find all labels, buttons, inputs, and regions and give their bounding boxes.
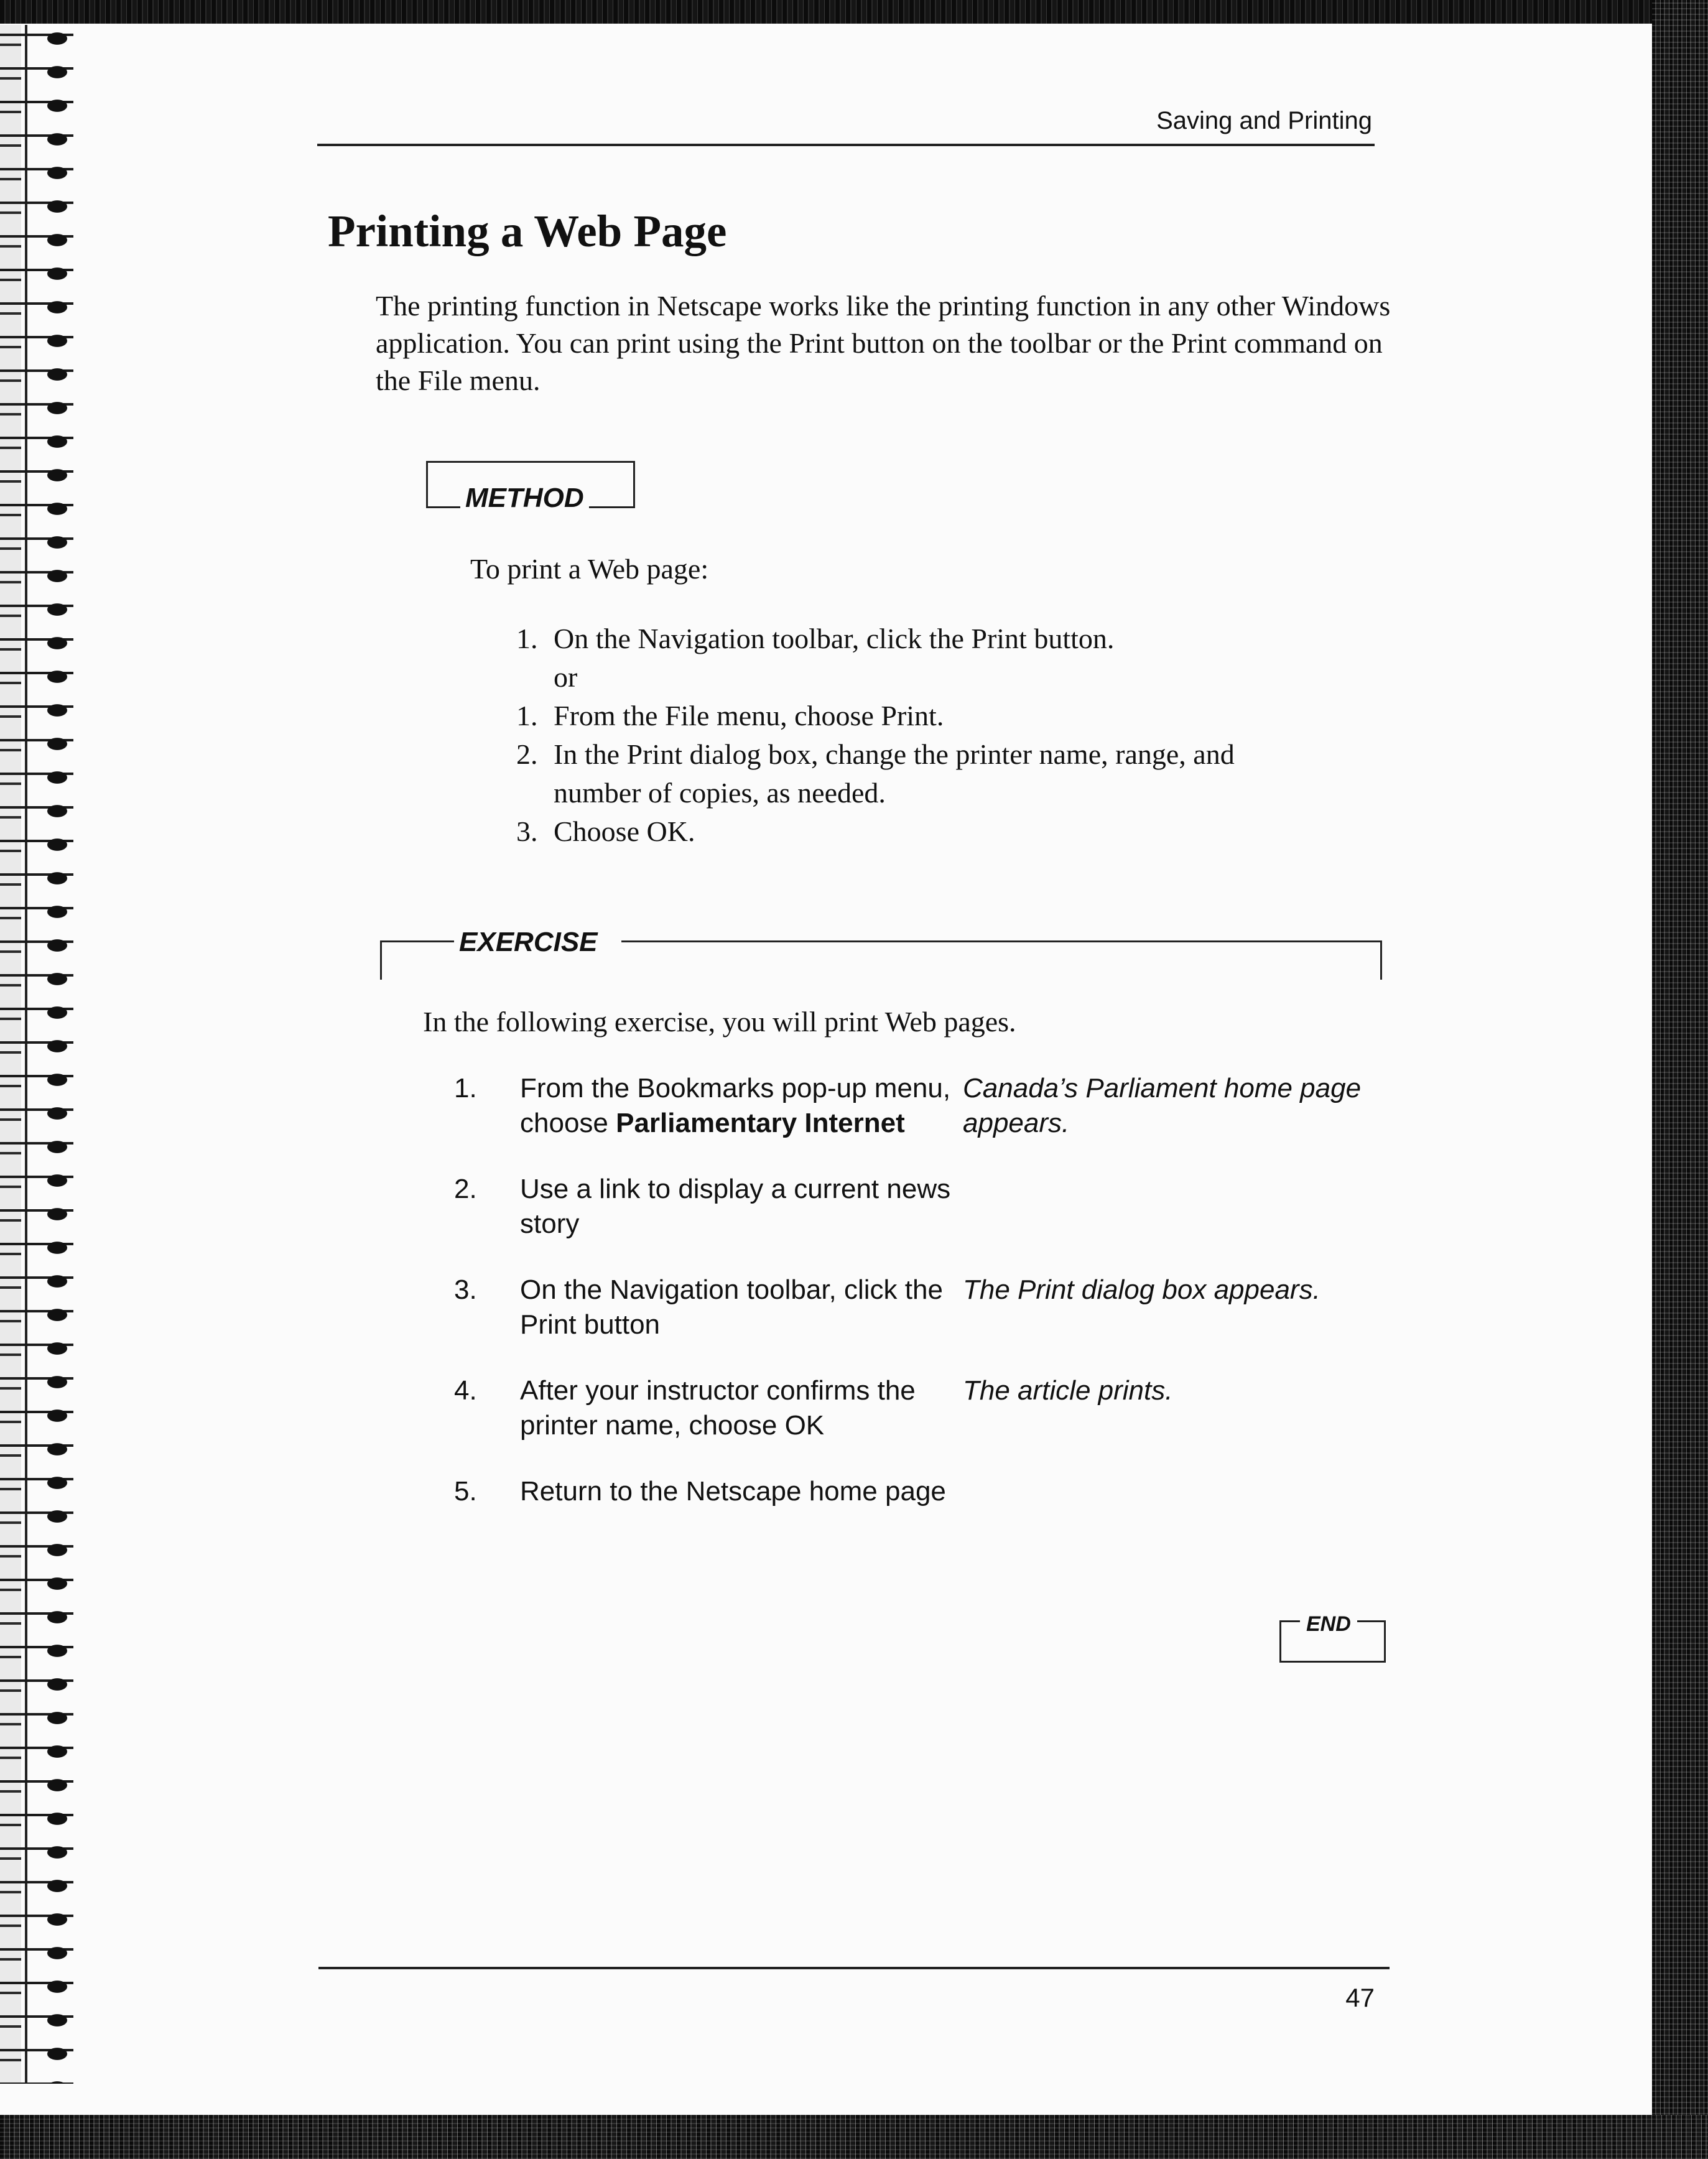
method-lead: To print a Web page:: [470, 553, 709, 585]
method-step: [516, 697, 1325, 735]
step-result: [963, 1172, 1362, 1242]
method-steps: [516, 620, 1325, 851]
exercise-lead: In the following exercise, you will print Web pages.: [423, 1006, 1016, 1038]
step-action-text: On the Navigation toolbar, click the Print button: [520, 1275, 943, 1340]
step-number: 1.: [454, 1073, 477, 1103]
footer-rule: [318, 1967, 1390, 1969]
step-number: 2.: [454, 1174, 477, 1204]
step-number: 1.: [516, 700, 538, 731]
header-rule: [317, 144, 1375, 146]
method-step: [516, 735, 1325, 812]
method-or: or: [554, 661, 578, 693]
intro-paragraph: The printing function in Netscape works like the printing function in any other Windows application. You can print using the Print button on the toolbar or the Print command on the File menu.: [376, 290, 1391, 396]
exercise-step: [454, 1373, 1362, 1443]
page-number: 47: [1345, 1983, 1375, 2012]
exercise-label: EXERCISE: [454, 927, 621, 958]
step-number: 3.: [516, 815, 538, 847]
spiral-binding: [0, 25, 73, 2084]
step-action: [520, 1172, 963, 1242]
step-number: 4.: [454, 1375, 477, 1406]
page-title: Printing a Web Page: [328, 206, 727, 256]
scan-border-bottom: [0, 2115, 1708, 2159]
step-result: The article prints.: [963, 1375, 1173, 1406]
step-number: 2.: [516, 738, 538, 770]
step-result: The Print dialog box appears.: [963, 1275, 1320, 1305]
running-head: Saving and Printing: [1156, 107, 1372, 134]
end-label: END: [1300, 1612, 1357, 1637]
step-text: Choose OK.: [554, 815, 695, 847]
step-action-text: From the Bookmarks pop-up menu, choose: [520, 1073, 951, 1138]
step-text: In the Print dialog box, change the printer name, range, and number of copies, as needed.: [554, 738, 1235, 809]
step-number: 1.: [516, 623, 538, 654]
scan-border-right: [1652, 0, 1708, 2159]
step-text: From the File menu, choose Print.: [554, 700, 944, 731]
step-action: [520, 1071, 963, 1141]
exercise-steps: [454, 1071, 1362, 1540]
step-number: 3.: [454, 1275, 477, 1305]
method-step: [516, 620, 1325, 658]
step-number: 5.: [454, 1476, 477, 1507]
exercise-step: [454, 1172, 1362, 1242]
exercise-step: [454, 1273, 1362, 1342]
scan-border-top: [0, 0, 1708, 25]
step-action-bold: Parliamentary Internet: [616, 1108, 905, 1138]
exercise-step: [454, 1071, 1362, 1141]
step-action-text: Return to the Netscape home page: [520, 1476, 946, 1507]
method-step: [516, 812, 1325, 851]
step-result: [963, 1474, 1362, 1509]
step-action: [520, 1474, 963, 1509]
step-action: [520, 1373, 963, 1443]
step-text: On the Navigation toolbar, click the Print button.: [554, 623, 1115, 654]
method-label: METHOD: [460, 483, 589, 514]
exercise-step: [454, 1474, 1362, 1509]
step-action-text: After your instructor confirms the printer name, choose OK: [520, 1375, 916, 1441]
step-action: [520, 1273, 963, 1342]
step-result: Canada’s Parliament home page appears.: [963, 1073, 1362, 1138]
step-action-text: Use a link to display a current news story: [520, 1174, 951, 1239]
